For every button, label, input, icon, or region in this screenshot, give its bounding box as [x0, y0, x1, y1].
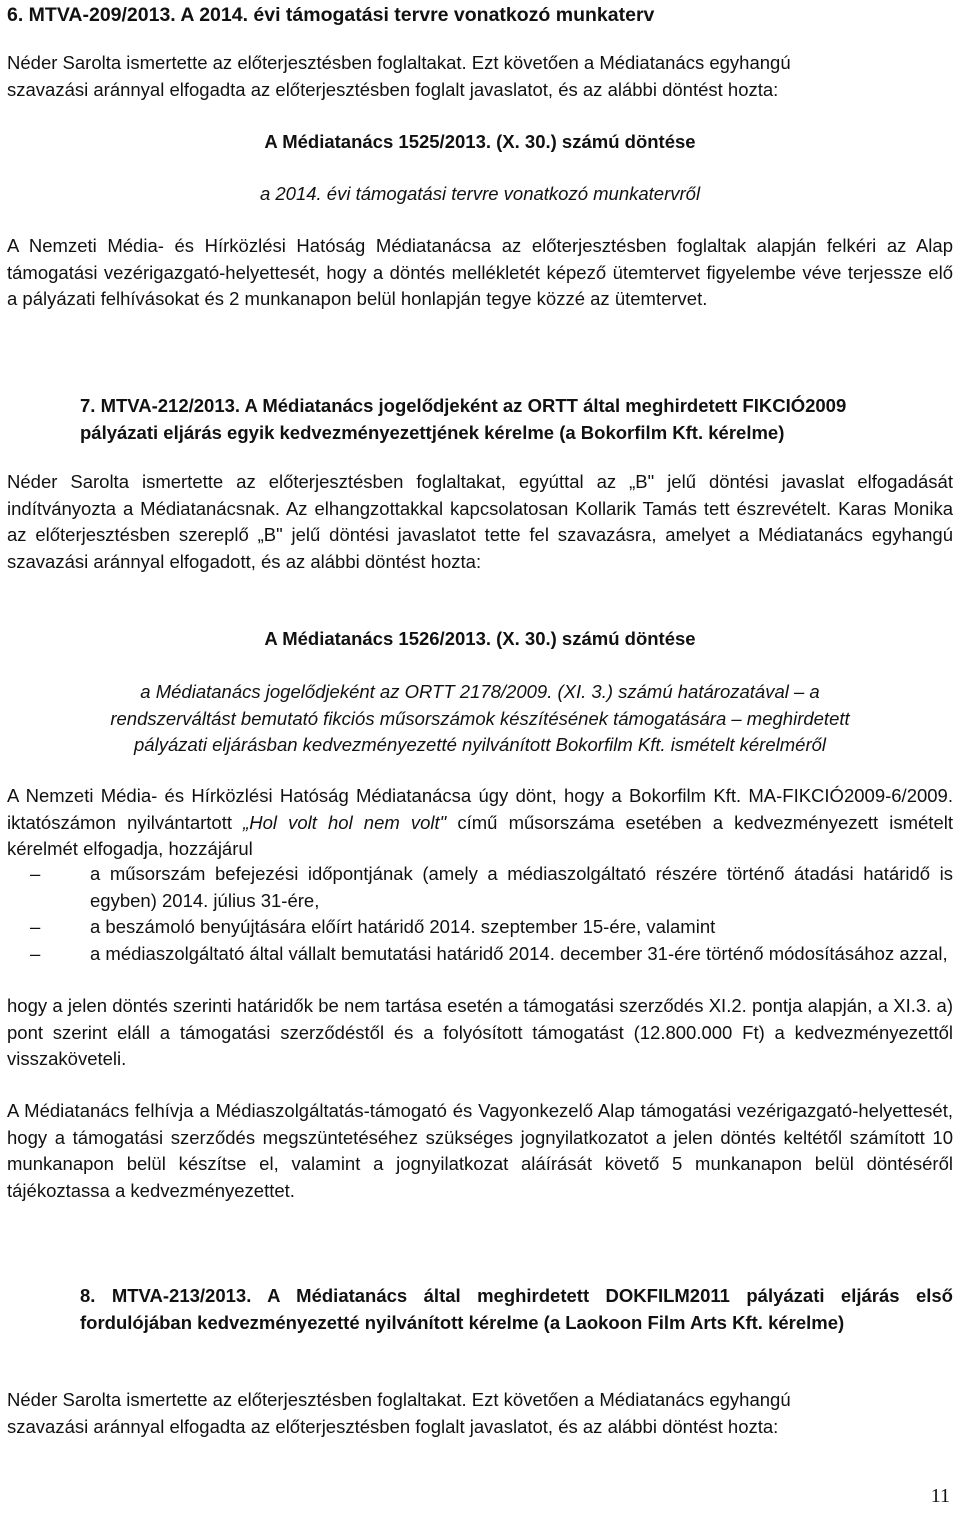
section-6-intro — [7, 50, 953, 103]
list-item-text: a műsorszám befejezési időpontjának (amely a médiaszolgáltató részére történő átadási határidő is egyben) 2014. július 31-ére, — [90, 863, 953, 911]
section-7-decision-body-2: hogy a jelen döntés szerinti határidők be nem tartása esetén a támogatási szerződés XI.2. pontja alapján, a XI.3. a) pont szerint eláll a támogatási szerződéstől és a folyósított támogatást (12.800.000 Ft) a kedvezményezettől visszaköveteli. — [7, 995, 953, 1069]
section-6-intro-line-2: szavazási aránnyal elfogadta az előterjesztésben foglalt javaslatot, és az alábbi döntést hozta: — [7, 78, 779, 100]
section-6-decision-title: A Médiatanács 1525/2013. (X. 30.) számú döntése — [264, 131, 696, 152]
list-item — [30, 941, 953, 994]
section-6-decision-body: A Nemzeti Média- és Hírközlési Hatóság Médiatanácsa az előterjesztésben foglaltak alapján felkéri az Alap támogatási vezérigazgató-helyettesét, hogy a döntés mellékletét képező ütemtervet figyelembe véve terjessze elő a pályázati felhívásokat és 2 munkanapon belül honlapján tegye közzé az ütemtervet. — [7, 235, 953, 309]
section-7-subtitle-line-3: pályázati eljárásban kedvezményezetté nyilvánított Bokorfilm Kft. ismételt kérelméről — [134, 734, 826, 755]
work-title: „Hol volt hol nem volt" — [243, 811, 447, 833]
dash-bullet: – — [30, 943, 41, 964]
section-8-intro-line-1: Néder Sarolta ismertette az előterjesztésben foglaltakat. Ezt követően a Médiatanács egyhangú — [7, 1389, 791, 1410]
section-8-heading: 8. MTVA-213/2013. A Médiatanács által meghirdetett DOKFILM2011 pályázati eljárás első fordulójában kedvezményezetté nyilvánított kérelme (a Laokoon Film Arts Kft. kérelme) — [80, 1285, 953, 1333]
section-7-decision-subtitle — [7, 679, 953, 759]
dash-bullet: – — [30, 863, 41, 884]
list-item-text: a médiaszolgáltató által vállalt bemutatási határidő 2014. december 31-ére történő módosításához azzal, — [90, 943, 948, 964]
page-number: 11 — [930, 1485, 950, 1507]
dash-bullet: – — [30, 916, 41, 937]
body-1-pre: A Nemzeti Média- és Hírközlési Hatóság Médiatanácsa úgy dönt, hogy a Bokorfilm Kft. MA-FIKCIÓ2009-6/2009. iktatószámon nyilvántartott — [7, 785, 953, 833]
section-7-decision-body-1 — [7, 783, 953, 863]
section-6-intro-line-1: Néder Sarolta ismertette az előterjesztésben foglaltakat. Ezt követően a Médiatanács egyhangú — [7, 52, 791, 73]
section-6-decision-subtitle: a 2014. évi támogatási tervre vonatkozó munkatervről — [259, 183, 701, 204]
section-7-subtitle-line-1: a Médiatanács jogelődjeként az ORTT 2178/2009. (XI. 3.) számú határozatával – a — [140, 681, 820, 702]
section-7-intro: Néder Sarolta ismertette az előterjesztésben foglaltakat, egyúttal az „B" jelű döntési javaslat elfogadását indítványozta a Médiatanácsnak. Az elhangzottakkal kapcsolatosan Kollarik Tamás tett észrevételt. Karas Monika az előterjesztésben szereplő „B" jelű döntési javaslatot tette fel szavazásra, amelyet a Médiatanács egyhangú szavazási aránnyal elfogadott, és az alábbi döntést hozta: — [7, 471, 953, 572]
list-item — [30, 861, 953, 914]
section-6-heading: 6. MTVA-209/2013. A 2014. évi támogatási tervre vonatkozó munkaterv — [7, 4, 655, 26]
section-8-intro — [7, 1387, 953, 1440]
list-item — [30, 914, 953, 941]
section-7-subtitle-line-2: rendszerváltást bemutató fikciós műsorszámok készítésének támogatására – meghirdetett — [110, 707, 850, 729]
section-7-heading — [80, 393, 953, 446]
section-7-heading-line-2: pályázati eljárás egyik kedvezményezettjének kérelme (a Bokorfilm Kft. kérelme) — [80, 421, 785, 443]
section-7-decision-title: A Médiatanács 1526/2013. (X. 30.) számú döntése — [264, 628, 696, 649]
body-1-post: című műsorszáma esetében a kedvezményezett ismételt kérelmét elfogadja, hozzájárul — [7, 811, 953, 859]
section-7-heading-line-1: 7. MTVA-212/2013. A Médiatanács jogelődjeként az ORTT által meghirdetett FIKCIÓ2009 — [80, 395, 847, 416]
section-7-decision-body-3: A Médiatanács felhívja a Médiaszolgáltatás-támogató és Vagyonkezelő Alap támogatási vezérigazgató-helyettesét, hogy a támogatási szerződés megszüntetéséhez szükséges jognyilatkozatot a jelen döntés keltétől számított 10 munkanapon belül készítse el, valamint a jognyilatkozat aláírását követő 5 munkanapon belül döntéséről tájékoztassa a kedvezményezettet. — [7, 1100, 953, 1201]
section-8-intro-line-2: szavazási aránnyal elfogadta az előterjesztésben foglalt javaslatot, és az alábbi döntést hozta: — [7, 1415, 779, 1437]
list-item-text: a beszámoló benyújtására előírt határidő 2014. szeptember 15-ére, valamint — [90, 916, 716, 937]
